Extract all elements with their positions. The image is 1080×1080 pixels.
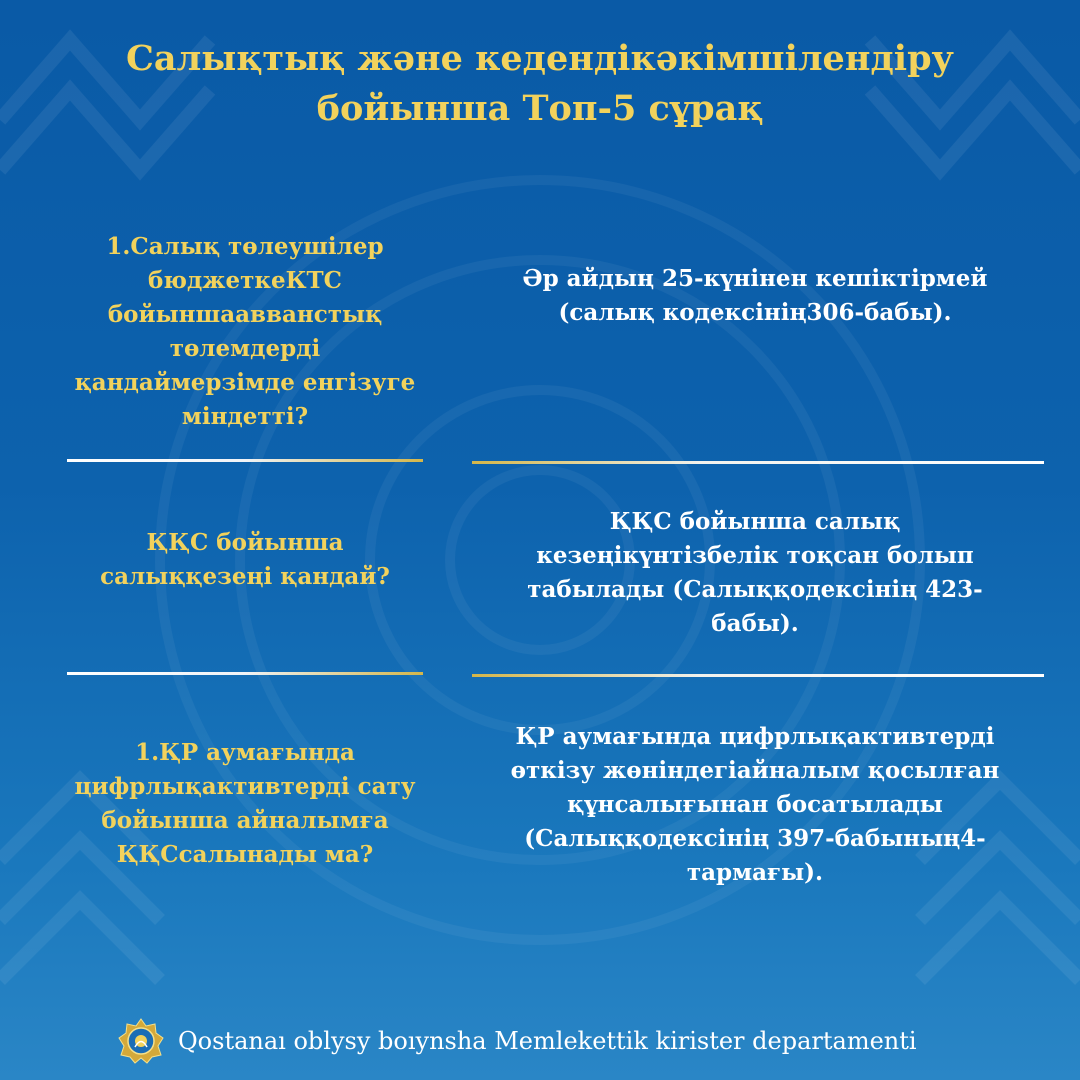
question-3-line: 1.ҚР аумағында bbox=[135, 739, 355, 766]
answer-3-line: ҚР аумағында цифрлықактивтерді bbox=[515, 723, 995, 750]
question-1-line: қандаймерзімде енгізуге bbox=[74, 369, 416, 396]
answer-3-line: құнсалығынан босатылады bbox=[567, 791, 943, 818]
answer-2-line: табылады (Салыққодексінің 423- bbox=[527, 576, 983, 603]
answer-3-line: өткізу жөніндегіайналым қосылған bbox=[510, 757, 1000, 784]
question-1-line: міндетті? bbox=[181, 403, 309, 430]
footer-text: Qostanaı oblysy boıynsha Memlekettik kirister departamenti bbox=[178, 1027, 917, 1055]
question-2 bbox=[55, 526, 435, 594]
state-revenue-emblem-icon bbox=[118, 1018, 164, 1064]
question-2-line: ҚҚС бойынша bbox=[146, 529, 344, 556]
page-title-line-2: бойынша Топ-5 сұрақ bbox=[316, 88, 764, 129]
question-1-line: бойыншаавванстық bbox=[107, 301, 383, 328]
question-3 bbox=[55, 736, 435, 872]
question-2-line: салыққезеңі қандай? bbox=[100, 563, 390, 590]
divider-left-1 bbox=[67, 459, 423, 462]
page-title-line-1: Салықтық және кедендікәкімшілендіру bbox=[126, 38, 954, 79]
question-1 bbox=[55, 230, 435, 434]
answer-3-line: тармағы). bbox=[686, 859, 824, 886]
answer-3-line: (Салыққодексінің 397-бабының4- bbox=[524, 825, 986, 852]
question-3-line: бойынша айналымға bbox=[101, 807, 389, 834]
answer-2-line: бабы). bbox=[711, 610, 799, 637]
answer-1-line: Әр айдың 25-күнінен кешіктірмей bbox=[522, 265, 988, 292]
question-1-line: 1.Салық төлеушілер bbox=[106, 233, 384, 260]
answer-2-line: кезеңікүнтізбелік тоқсан болып bbox=[536, 542, 974, 569]
footer bbox=[118, 1018, 917, 1064]
answer-2-line: ҚҚС бойынша салық bbox=[609, 508, 901, 535]
divider-left-2 bbox=[67, 672, 423, 675]
question-1-line: төлемдерді bbox=[169, 335, 321, 362]
divider-right-1 bbox=[472, 461, 1044, 464]
question-3-line: цифрлықактивтерді сату bbox=[74, 773, 416, 800]
answer-1 bbox=[490, 262, 1020, 330]
question-1-line: бюджеткеКТС bbox=[148, 267, 342, 294]
question-3-line: ҚҚСсалынады ма? bbox=[116, 841, 374, 868]
divider-right-2 bbox=[472, 674, 1044, 677]
answer-1-line: (салық кодексінің306-бабы). bbox=[558, 299, 952, 326]
answer-2 bbox=[490, 505, 1020, 641]
page-title bbox=[60, 34, 1020, 134]
answer-3 bbox=[490, 720, 1020, 890]
